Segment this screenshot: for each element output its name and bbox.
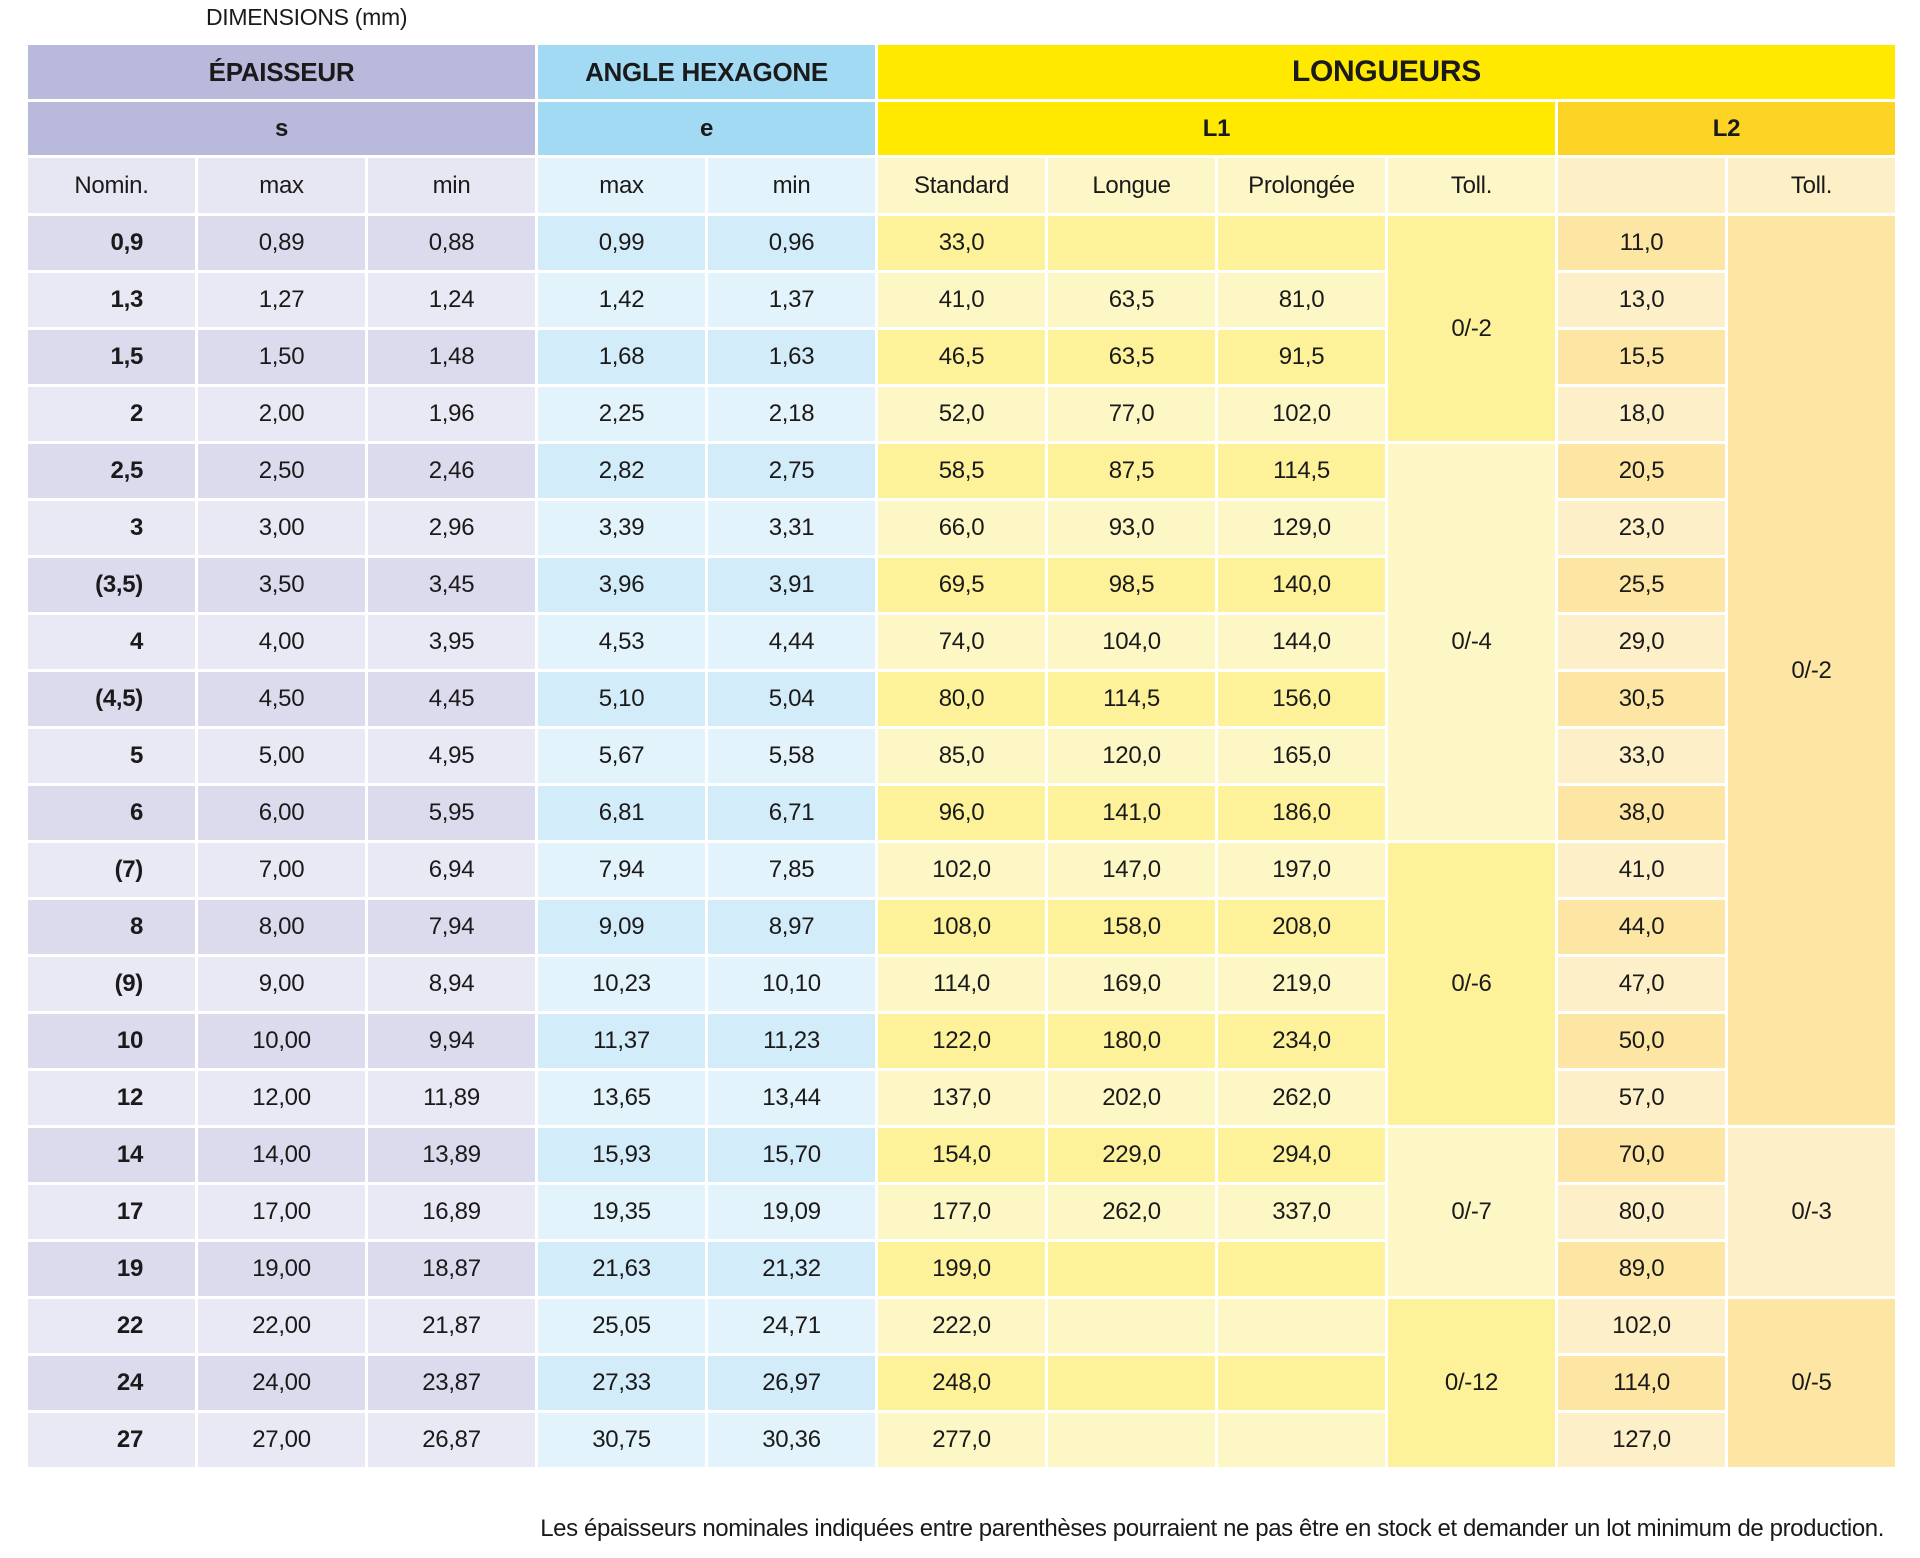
cell-length-standard: 137,0 [878,1071,1045,1125]
cell-l1-tolerance: 0/-7 [1388,1128,1555,1296]
cell-length-prolongee: 165,0 [1218,729,1385,783]
cell-length-prolongee: 140,0 [1218,558,1385,612]
cell-length-prolongee [1218,1356,1385,1410]
cell-length-longue: 202,0 [1048,1071,1215,1125]
cell-s-max: 2,50 [198,444,365,498]
cell-s-max: 3,00 [198,501,365,555]
cell-e-max: 9,09 [538,900,705,954]
cell-l2-value: 80,0 [1558,1185,1725,1239]
cell-length-prolongee: 197,0 [1218,843,1385,897]
cell-nominal-thickness: 22 [28,1299,195,1353]
table-row [28,615,1895,669]
cell-length-longue: 98,5 [1048,558,1215,612]
col-prolongee: Prolongée [1218,158,1385,213]
cell-length-standard: 85,0 [878,729,1045,783]
cell-s-max: 4,50 [198,672,365,726]
cell-length-prolongee: 208,0 [1218,900,1385,954]
cell-e-min: 7,85 [708,843,875,897]
cell-e-max: 3,39 [538,501,705,555]
cell-length-standard: 46,5 [878,330,1045,384]
cell-e-min: 1,63 [708,330,875,384]
cell-s-max: 5,00 [198,729,365,783]
cell-length-longue: 114,5 [1048,672,1215,726]
cell-nominal-thickness: 6 [28,786,195,840]
table-row [28,1242,1895,1296]
header-e: e [538,102,875,155]
footnote: Les épaisseurs nominales indiquées entre parenthèses pourraient ne pas être en stock et demander un lot minimum de production. [540,1515,1884,1542]
cell-nominal-thickness: 1,3 [28,273,195,327]
cell-length-standard: 102,0 [878,843,1045,897]
cell-s-min: 0,88 [368,216,535,270]
cell-nominal-thickness: 24 [28,1356,195,1410]
cell-length-prolongee [1218,216,1385,270]
cell-e-min: 5,58 [708,729,875,783]
cell-length-longue: 158,0 [1048,900,1215,954]
table-row [28,1299,1895,1353]
cell-s-max: 7,00 [198,843,365,897]
cell-length-prolongee: 219,0 [1218,957,1385,1011]
cell-length-standard: 277,0 [878,1413,1045,1467]
cell-l2-value: 50,0 [1558,1014,1725,1068]
cell-length-standard: 114,0 [878,957,1045,1011]
table-row [28,1014,1895,1068]
cell-e-min: 6,71 [708,786,875,840]
cell-l2-tolerance: 0/-5 [1728,1299,1895,1467]
cell-e-max: 30,75 [538,1413,705,1467]
header-longueurs: LONGUEURS [878,45,1895,99]
cell-e-max: 13,65 [538,1071,705,1125]
table-row [28,672,1895,726]
cell-e-max: 27,33 [538,1356,705,1410]
cell-length-standard: 154,0 [878,1128,1045,1182]
cell-nominal-thickness: 3 [28,501,195,555]
cell-e-max: 6,81 [538,786,705,840]
cell-nominal-thickness: 12 [28,1071,195,1125]
cell-e-min: 10,10 [708,957,875,1011]
table-row [28,843,1895,897]
cell-s-min: 16,89 [368,1185,535,1239]
cell-length-standard: 66,0 [878,501,1045,555]
cell-length-standard: 41,0 [878,273,1045,327]
cell-l2-value: 15,5 [1558,330,1725,384]
cell-nominal-thickness: 8 [28,900,195,954]
cell-e-min: 3,91 [708,558,875,612]
cell-l2-value: 18,0 [1558,387,1725,441]
cell-nominal-thickness: 5 [28,729,195,783]
table-row [28,1128,1895,1182]
table-row [28,900,1895,954]
cell-e-max: 11,37 [538,1014,705,1068]
cell-length-longue: 77,0 [1048,387,1215,441]
cell-e-max: 19,35 [538,1185,705,1239]
cell-s-max: 12,00 [198,1071,365,1125]
cell-length-longue: 104,0 [1048,615,1215,669]
cell-l2-tolerance: 0/-2 [1728,216,1895,1125]
cell-length-prolongee: 144,0 [1218,615,1385,669]
cell-l2-value: 44,0 [1558,900,1725,954]
cell-nominal-thickness: 2 [28,387,195,441]
cell-length-prolongee [1218,1413,1385,1467]
cell-l2-value: 20,5 [1558,444,1725,498]
cell-length-longue: 180,0 [1048,1014,1215,1068]
cell-length-prolongee: 337,0 [1218,1185,1385,1239]
cell-l2-value: 57,0 [1558,1071,1725,1125]
cell-e-max: 1,68 [538,330,705,384]
cell-s-min: 18,87 [368,1242,535,1296]
cell-s-max: 22,00 [198,1299,365,1353]
cell-nominal-thickness: (3,5) [28,558,195,612]
cell-length-prolongee: 91,5 [1218,330,1385,384]
cell-e-max: 7,94 [538,843,705,897]
cell-e-max: 0,99 [538,216,705,270]
cell-l2-value: 70,0 [1558,1128,1725,1182]
cell-length-standard: 58,5 [878,444,1045,498]
cell-nominal-thickness: 17 [28,1185,195,1239]
cell-l2-value: 38,0 [1558,786,1725,840]
cell-s-min: 23,87 [368,1356,535,1410]
cell-e-min: 24,71 [708,1299,875,1353]
cell-s-max: 9,00 [198,957,365,1011]
cell-length-standard: 52,0 [878,387,1045,441]
cell-s-min: 7,94 [368,900,535,954]
cell-length-longue: 262,0 [1048,1185,1215,1239]
header-row-groups [28,45,1895,99]
header-row-symbols [28,102,1895,155]
cell-s-min: 21,87 [368,1299,535,1353]
cell-nominal-thickness: 2,5 [28,444,195,498]
cell-s-max: 19,00 [198,1242,365,1296]
cell-length-longue: 141,0 [1048,786,1215,840]
cell-l1-tolerance: 0/-2 [1388,216,1555,441]
cell-nominal-thickness: 10 [28,1014,195,1068]
cell-length-standard: 122,0 [878,1014,1045,1068]
cell-length-prolongee: 114,5 [1218,444,1385,498]
col-standard: Standard [878,158,1045,213]
cell-length-standard: 96,0 [878,786,1045,840]
cell-length-standard: 108,0 [878,900,1045,954]
cell-nominal-thickness: 0,9 [28,216,195,270]
cell-l2-value: 47,0 [1558,957,1725,1011]
cell-s-max: 0,89 [198,216,365,270]
cell-l1-tolerance: 0/-4 [1388,444,1555,840]
cell-s-min: 1,24 [368,273,535,327]
cell-length-prolongee: 262,0 [1218,1071,1385,1125]
cell-e-max: 21,63 [538,1242,705,1296]
cell-s-max: 2,00 [198,387,365,441]
cell-nominal-thickness: 1,5 [28,330,195,384]
cell-e-max: 3,96 [538,558,705,612]
header-l2: L2 [1558,102,1895,155]
table-row [28,387,1895,441]
cell-length-longue: 229,0 [1048,1128,1215,1182]
table-row [28,1413,1895,1467]
cell-s-min: 26,87 [368,1413,535,1467]
cell-l2-value: 33,0 [1558,729,1725,783]
cell-length-prolongee: 81,0 [1218,273,1385,327]
cell-e-min: 19,09 [708,1185,875,1239]
cell-l2-value: 29,0 [1558,615,1725,669]
cell-nominal-thickness: 4 [28,615,195,669]
col-s-max: max [198,158,365,213]
page-title: DIMENSIONS (mm) [206,4,408,30]
cell-length-longue [1048,1242,1215,1296]
cell-l1-tolerance: 0/-12 [1388,1299,1555,1467]
cell-l2-value: 89,0 [1558,1242,1725,1296]
cell-e-min: 2,18 [708,387,875,441]
cell-e-min: 13,44 [708,1071,875,1125]
table-row [28,786,1895,840]
cell-length-prolongee: 234,0 [1218,1014,1385,1068]
cell-e-max: 2,25 [538,387,705,441]
cell-s-max: 8,00 [198,900,365,954]
header-epaisseur: ÉPAISSEUR [28,45,535,99]
table-row [28,273,1895,327]
cell-s-min: 5,95 [368,786,535,840]
cell-length-longue [1048,1299,1215,1353]
col-l2-toll: Toll. [1728,158,1895,213]
cell-nominal-thickness: 27 [28,1413,195,1467]
cell-length-longue: 63,5 [1048,273,1215,327]
dimensions-table [25,42,1898,1470]
cell-length-standard: 33,0 [878,216,1045,270]
cell-s-max: 17,00 [198,1185,365,1239]
cell-l2-value: 102,0 [1558,1299,1725,1353]
cell-s-max: 1,27 [198,273,365,327]
cell-length-standard: 222,0 [878,1299,1045,1353]
cell-length-standard: 177,0 [878,1185,1045,1239]
cell-s-max: 27,00 [198,1413,365,1467]
cell-s-max: 14,00 [198,1128,365,1182]
cell-e-min: 11,23 [708,1014,875,1068]
cell-e-min: 1,37 [708,273,875,327]
table-row [28,729,1895,783]
cell-length-prolongee: 186,0 [1218,786,1385,840]
cell-length-longue: 169,0 [1048,957,1215,1011]
cell-l2-value: 13,0 [1558,273,1725,327]
cell-nominal-thickness: (7) [28,843,195,897]
cell-e-min: 8,97 [708,900,875,954]
cell-e-max: 15,93 [538,1128,705,1182]
cell-e-min: 3,31 [708,501,875,555]
cell-length-longue: 63,5 [1048,330,1215,384]
col-l1-toll: Toll. [1388,158,1555,213]
col-e-min: min [708,158,875,213]
cell-nominal-thickness: (9) [28,957,195,1011]
cell-l2-value: 114,0 [1558,1356,1725,1410]
cell-e-max: 2,82 [538,444,705,498]
table-row [28,330,1895,384]
cell-s-min: 6,94 [368,843,535,897]
cell-l2-value: 30,5 [1558,672,1725,726]
cell-s-min: 1,48 [368,330,535,384]
cell-e-min: 21,32 [708,1242,875,1296]
cell-s-max: 6,00 [198,786,365,840]
cell-l2-value: 11,0 [1558,216,1725,270]
cell-s-min: 4,95 [368,729,535,783]
cell-length-longue [1048,216,1215,270]
cell-l2-value: 25,5 [1558,558,1725,612]
cell-s-min: 3,95 [368,615,535,669]
header-s: s [28,102,535,155]
table-row [28,558,1895,612]
cell-s-min: 2,46 [368,444,535,498]
cell-length-longue: 93,0 [1048,501,1215,555]
cell-length-longue: 147,0 [1048,843,1215,897]
cell-s-min: 1,96 [368,387,535,441]
cell-e-min: 0,96 [708,216,875,270]
col-e-max: max [538,158,705,213]
cell-nominal-thickness: 19 [28,1242,195,1296]
cell-s-max: 1,50 [198,330,365,384]
cell-e-max: 10,23 [538,957,705,1011]
cell-e-max: 1,42 [538,273,705,327]
cell-l2-value: 23,0 [1558,501,1725,555]
cell-length-prolongee [1218,1242,1385,1296]
cell-s-min: 4,45 [368,672,535,726]
cell-length-longue: 87,5 [1048,444,1215,498]
table-row [28,1356,1895,1410]
cell-s-max: 4,00 [198,615,365,669]
cell-length-prolongee [1218,1299,1385,1353]
cell-length-longue: 120,0 [1048,729,1215,783]
cell-e-max: 5,10 [538,672,705,726]
cell-length-standard: 199,0 [878,1242,1045,1296]
cell-s-max: 10,00 [198,1014,365,1068]
cell-e-min: 4,44 [708,615,875,669]
table-row [28,501,1895,555]
header-angle-hexagone: ANGLE HEXAGONE [538,45,875,99]
cell-l1-tolerance: 0/-6 [1388,843,1555,1125]
cell-e-max: 5,67 [538,729,705,783]
col-l2-value [1558,158,1725,213]
cell-length-standard: 74,0 [878,615,1045,669]
table-row [28,1185,1895,1239]
cell-length-prolongee: 156,0 [1218,672,1385,726]
cell-e-max: 4,53 [538,615,705,669]
cell-e-min: 30,36 [708,1413,875,1467]
cell-nominal-thickness: 14 [28,1128,195,1182]
cell-e-min: 5,04 [708,672,875,726]
cell-length-standard: 248,0 [878,1356,1045,1410]
cell-l2-value: 127,0 [1558,1413,1725,1467]
col-s-min: min [368,158,535,213]
table-row [28,216,1895,270]
table-row [28,444,1895,498]
cell-s-min: 2,96 [368,501,535,555]
cell-s-min: 3,45 [368,558,535,612]
cell-e-min: 15,70 [708,1128,875,1182]
cell-length-prolongee: 129,0 [1218,501,1385,555]
cell-l2-value: 41,0 [1558,843,1725,897]
cell-e-min: 2,75 [708,444,875,498]
cell-length-prolongee: 294,0 [1218,1128,1385,1182]
table-row [28,957,1895,1011]
cell-s-max: 3,50 [198,558,365,612]
col-nomin: Nomin. [28,158,195,213]
cell-s-max: 24,00 [198,1356,365,1410]
header-row-columns [28,158,1895,213]
cell-nominal-thickness: (4,5) [28,672,195,726]
table-row [28,1071,1895,1125]
header-l1: L1 [878,102,1555,155]
cell-s-min: 9,94 [368,1014,535,1068]
cell-length-standard: 80,0 [878,672,1045,726]
cell-length-standard: 69,5 [878,558,1045,612]
cell-e-max: 25,05 [538,1299,705,1353]
cell-length-longue [1048,1356,1215,1410]
cell-s-min: 11,89 [368,1071,535,1125]
cell-s-min: 13,89 [368,1128,535,1182]
cell-e-min: 26,97 [708,1356,875,1410]
cell-length-prolongee: 102,0 [1218,387,1385,441]
cell-length-longue [1048,1413,1215,1467]
cell-s-min: 8,94 [368,957,535,1011]
col-longue: Longue [1048,158,1215,213]
cell-l2-tolerance: 0/-3 [1728,1128,1895,1296]
